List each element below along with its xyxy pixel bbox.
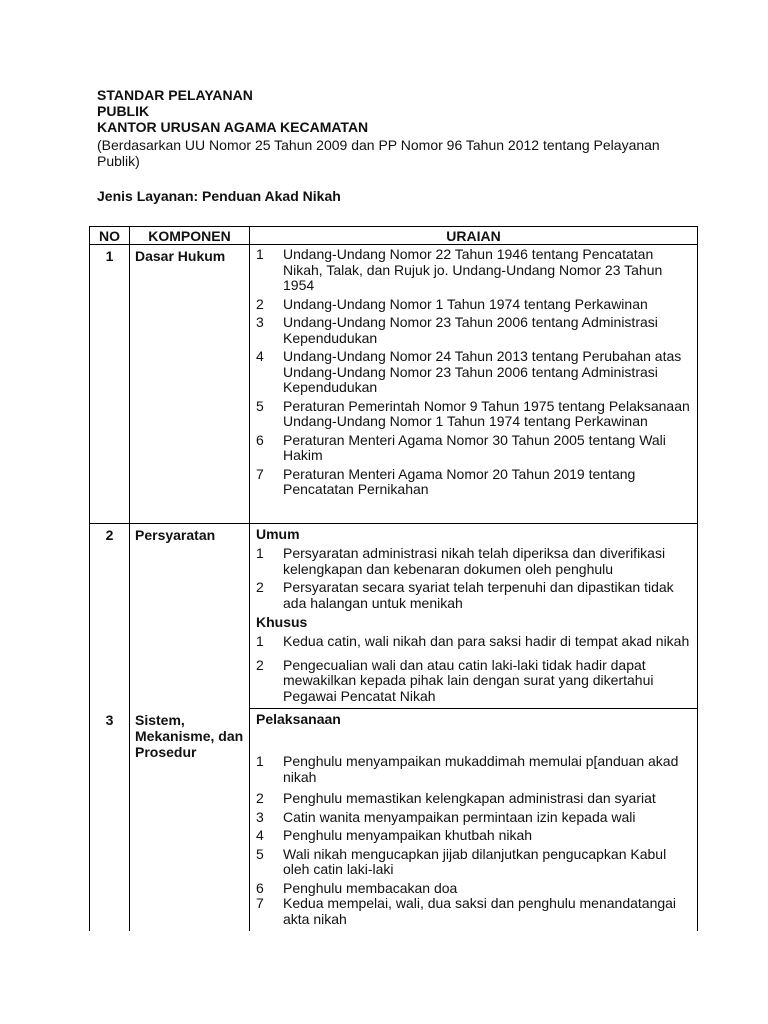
item-number: 2 bbox=[256, 656, 264, 673]
row-komponen: Sistem, Mekanisme, dan Prosedur bbox=[130, 709, 250, 932]
service-type: Jenis Layanan: Penduan Akad Nikah bbox=[97, 188, 341, 204]
item-number: 7 bbox=[256, 895, 264, 911]
item-text: Undang-Undang Nomor 22 Tahun 1946 tentang Pencatatan Nikah, Talak, dan Rujuk jo. Undang-Undang Nomor 23 Tahun 1954 bbox=[283, 246, 663, 293]
list-item bbox=[256, 546, 691, 577]
item-text: Kedua mempelai, wali, dua saksi dan penghulu menandatangai akta nikah bbox=[283, 895, 677, 927]
item-text: Kedua catin, wali nikah dan para saksi hadir di tempat akad nikah bbox=[283, 633, 690, 649]
item-number: 1 bbox=[256, 246, 264, 262]
list-item bbox=[256, 754, 691, 785]
item-text: Catin wanita menyampaikan permintaan izin kepada wali bbox=[283, 808, 636, 825]
table-row bbox=[90, 245, 698, 524]
list-item bbox=[256, 658, 691, 705]
list-item bbox=[256, 791, 691, 807]
item-number: 1 bbox=[256, 545, 264, 561]
list-item bbox=[256, 634, 691, 650]
list-item bbox=[256, 881, 691, 897]
list-item bbox=[256, 810, 691, 826]
row-number: 3 bbox=[90, 709, 130, 932]
list-item bbox=[256, 349, 691, 396]
group-label: Khusus bbox=[256, 614, 308, 630]
list-item bbox=[256, 580, 691, 611]
item-number: 4 bbox=[256, 348, 264, 364]
item-text: Undang-Undang Nomor 23 Tahun 2006 tentang Administrasi Kependudukan bbox=[283, 314, 658, 346]
header-komponen: KOMPONEN bbox=[130, 227, 250, 245]
row-komponen: Persyaratan bbox=[130, 524, 250, 709]
table-row bbox=[90, 524, 698, 709]
item-text: Wali nikah mengucapkan jijab dilanjutkan pengucapkan Kabul oleh catin laki-laki bbox=[283, 845, 667, 877]
item-text: Persyaratan administrasi nikah telah diperiksa dan diverifikasi kelengkapan dan kebenaran dokumen oleh penghulu bbox=[283, 545, 666, 577]
row-uraian bbox=[250, 524, 698, 709]
item-text: Pengecualian wali dan atau catin laki-laki tidak hadir dapat mewakilkan kepada pihak lain dengan surat yang dikertahui Pegawai Pencatat Nikah bbox=[283, 656, 654, 704]
item-text: Persyaratan secara syariat telah terpenuhi dan dipastikan tidak ada halangan untuk menikah bbox=[283, 579, 674, 611]
item-number: 5 bbox=[256, 845, 264, 862]
item-text: Peraturan Menteri Agama Nomor 20 Tahun 2019 tentang Pencatatan Pernikahan bbox=[283, 465, 636, 497]
title-line-1: STANDAR PELAYANAN bbox=[97, 87, 253, 103]
item-text: Penghulu menyampaikan khutbah nikah bbox=[283, 827, 533, 843]
item-number: 3 bbox=[256, 808, 264, 825]
item-number: 3 bbox=[256, 314, 264, 330]
table-header-row bbox=[90, 227, 698, 245]
list-item bbox=[256, 247, 691, 294]
row-uraian bbox=[250, 245, 698, 524]
item-text: Undang-Undang Nomor 1 Tahun 1974 tentang Perkawinan bbox=[283, 295, 648, 312]
list-item bbox=[256, 297, 691, 313]
service-standard-table bbox=[89, 226, 698, 931]
item-number: 2 bbox=[256, 790, 264, 806]
item-number: 7 bbox=[256, 465, 264, 482]
item-number: 1 bbox=[256, 753, 264, 769]
group-label: Umum bbox=[256, 526, 300, 542]
row-uraian bbox=[250, 709, 698, 932]
list-item bbox=[256, 896, 691, 927]
item-text: Penghulu memastikan kelengkapan administrasi dan syariat bbox=[283, 790, 656, 806]
list-item bbox=[256, 467, 691, 498]
item-number: 4 bbox=[256, 827, 264, 843]
list-item bbox=[256, 828, 691, 844]
item-number: 2 bbox=[256, 295, 264, 312]
group-label: Pelaksanaan bbox=[256, 711, 341, 727]
list-item bbox=[256, 433, 691, 464]
header-no: NO bbox=[90, 227, 130, 245]
item-number: 1 bbox=[256, 633, 264, 649]
row-komponen: Dasar Hukum bbox=[130, 245, 250, 524]
title-line-3: KANTOR URUSAN AGAMA KECAMATAN bbox=[97, 119, 369, 135]
item-number: 6 bbox=[256, 431, 264, 448]
item-text: Peraturan Pemerintah Nomor 9 Tahun 1975 tentang Pelaksanaan Undang-Undang Nomor 1 Tahun 1974 tentang Perkawinan bbox=[283, 397, 690, 429]
list-item bbox=[256, 847, 691, 878]
list-item bbox=[256, 315, 691, 346]
title-line-2: PUBLIK bbox=[97, 103, 150, 119]
list-item bbox=[256, 399, 691, 430]
item-text: Penghulu menyampaikan mukaddimah memulai p[anduan akad nikah bbox=[283, 753, 679, 785]
item-text: Penghulu membacakan doa bbox=[283, 879, 458, 896]
subtitle: (Berdasarkan UU Nomor 25 Tahun 2009 dan PP Nomor 96 Tahun 2012 tentang Pelayanan Publik) bbox=[97, 137, 660, 169]
header-uraian: URAIAN bbox=[250, 227, 698, 245]
item-text: Undang-Undang Nomor 24 Tahun 2013 tentang Perubahan atas Undang-Undang Nomor 23 Tahun 2006 tentang Administrasi Kependudukan bbox=[283, 348, 682, 395]
row-number: 2 bbox=[90, 524, 130, 709]
row-number: 1 bbox=[90, 245, 130, 524]
table-row bbox=[90, 709, 698, 932]
item-number: 6 bbox=[256, 879, 264, 896]
item-text: Peraturan Menteri Agama Nomor 30 Tahun 2005 tentang Wali Hakim bbox=[283, 431, 666, 463]
item-number: 5 bbox=[256, 397, 264, 414]
item-number: 2 bbox=[256, 579, 264, 595]
